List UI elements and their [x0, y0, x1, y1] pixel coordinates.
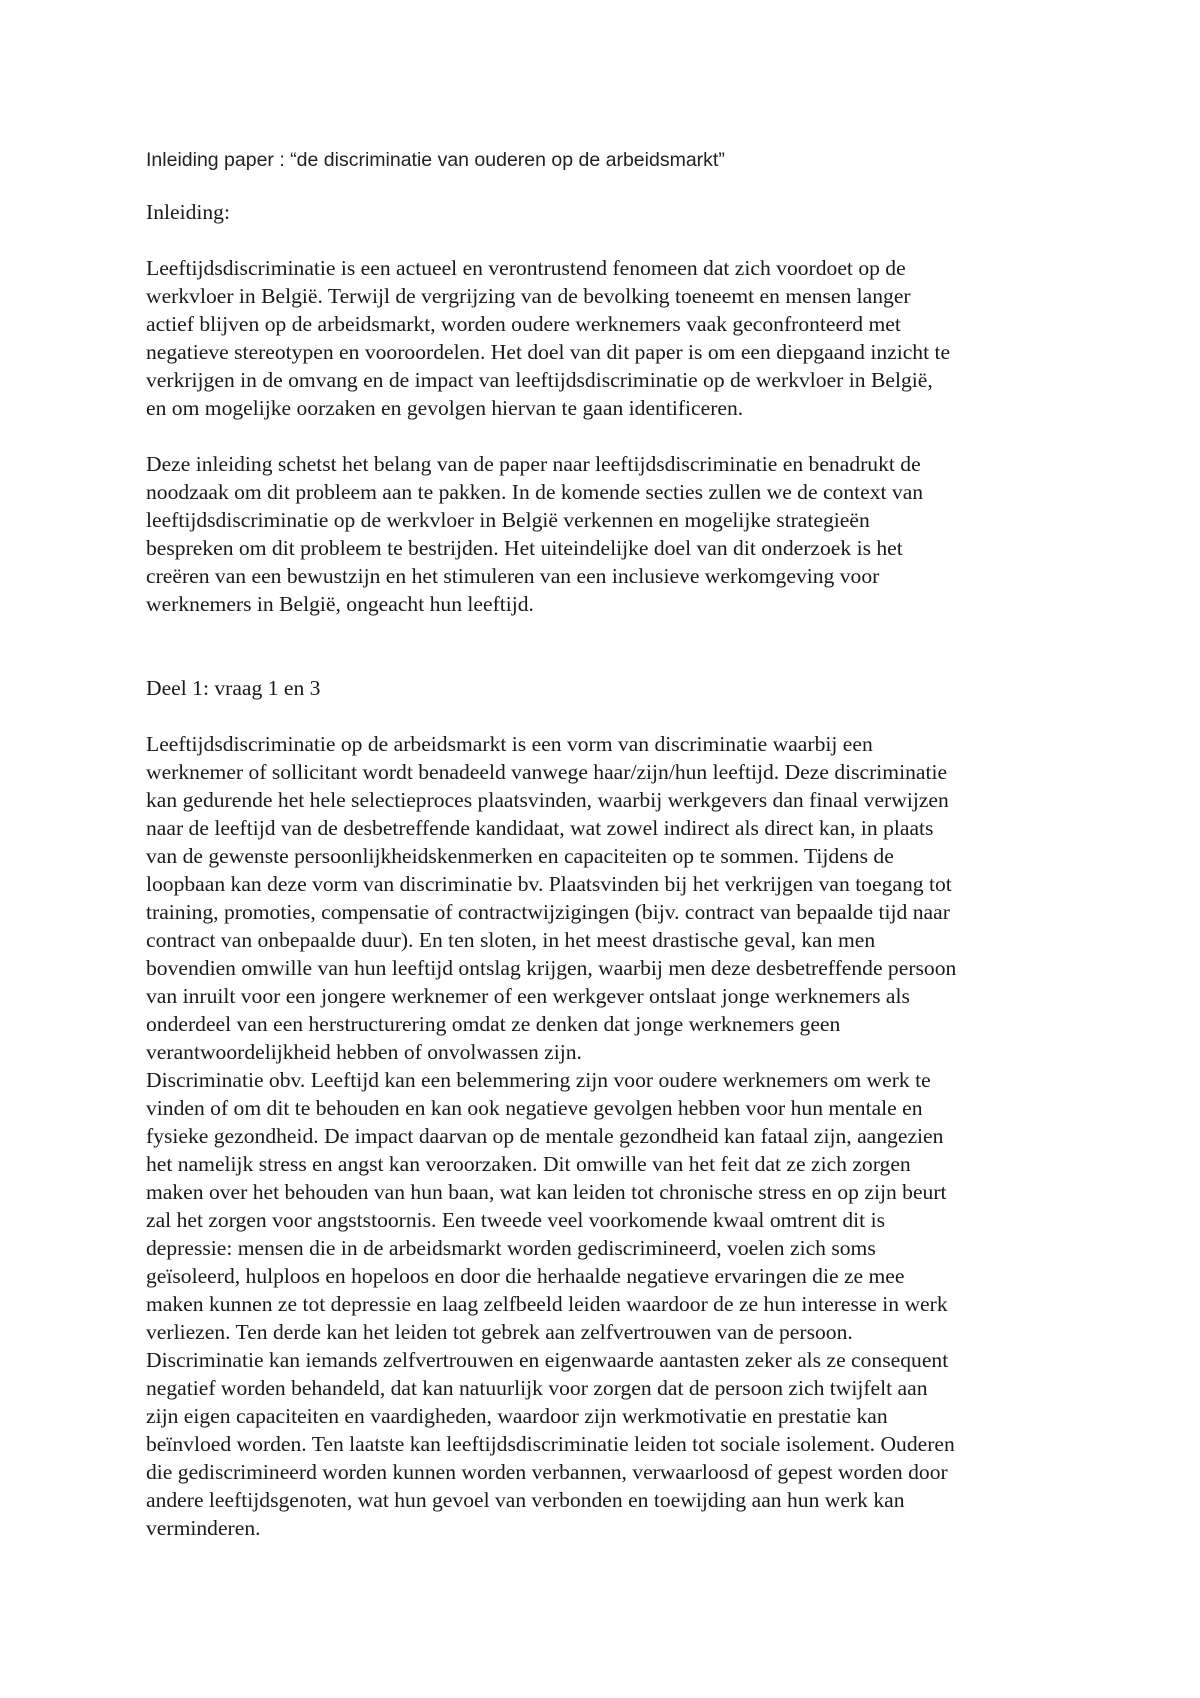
text-line: geïsoleerd, hulploos en hopeloos en door die herhaalde negatieve ervaringen die ze mee: [146, 1264, 905, 1288]
text-line: het namelijk stress en angst kan veroorzaken. Dit omwille van het feit dat ze zich zorgen: [146, 1152, 911, 1176]
text-line: verkrijgen in de omvang en de impact van leeftijdsdiscriminatie op de werkvloer in België,: [146, 368, 933, 392]
text-line: actief blijven op de arbeidsmarkt, worden oudere werknemers vaak geconfronteerd met: [146, 312, 901, 336]
text-line: Discriminatie kan iemands zelfvertrouwen en eigenwaarde aantasten zeker als ze consequent: [146, 1348, 949, 1372]
text-line: Leeftijdsdiscriminatie op de arbeidsmarkt is een vorm van discriminatie waarbij een: [146, 732, 873, 756]
intro-paragraph-1: [146, 254, 1066, 422]
text-line: fysieke gezondheid. De impact daarvan op de mentale gezondheid kan fataal zijn, aangezien: [146, 1124, 944, 1148]
text-line: werkvloer in België. Terwijl de vergrijzing van de bevolking toeneemt en mensen langer: [146, 284, 911, 308]
text-line: negatief worden behandeld, dat kan natuurlijk voor zorgen dat de persoon zich twijfelt aan: [146, 1376, 928, 1400]
text-line: Discriminatie obv. Leeftijd kan een belemmering zijn voor oudere werknemers om werk te: [146, 1068, 931, 1092]
text-line: loopbaan kan deze vorm van discriminatie bv. Plaatsvinden bij het verkrijgen van toegang tot: [146, 872, 952, 896]
text-line: verliezen. Ten derde kan het leiden tot gebrek aan zelfvertrouwen van de persoon.: [146, 1320, 853, 1344]
text-line: bespreken om dit probleem te bestrijden. Het uiteindelijke doel van dit onderzoek is het: [146, 536, 903, 560]
intro-heading: Inleiding:: [146, 200, 230, 224]
text-line: verminderen.: [146, 1516, 261, 1540]
text-line: maken over het behouden van hun baan, wat kan leiden tot chronische stress en op zijn beurt: [146, 1180, 947, 1204]
text-line: Deze inleiding schetst het belang van de paper naar leeftijdsdiscriminatie en benadrukt de: [146, 452, 921, 476]
document-body: [146, 146, 1066, 1542]
text-line: van inruilt voor een jongere werknemer of een werkgever ontslaat jonge werknemers als: [146, 984, 910, 1008]
text-line: bovendien omwille van hun leeftijd ontslag krijgen, waarbij men deze desbetreffende persoon: [146, 956, 957, 980]
text-line: vinden of om dit te behouden en kan ook negatieve gevolgen hebben voor hun mentale en: [146, 1096, 923, 1120]
text-line: maken kunnen ze tot depressie en laag zelfbeeld leiden waardoor de ze hun interesse in werk: [146, 1292, 948, 1316]
text-line: werknemer of sollicitant wordt benadeeld vanwege haar/zijn/hun leeftijd. Deze discriminatie: [146, 760, 948, 784]
text-line: creëren van een bewustzijn en het stimuleren van een inclusieve werkomgeving voor: [146, 564, 880, 588]
text-line: negatieve stereotypen en vooroordelen. Het doel van dit paper is om een diepgaand inzicht te: [146, 340, 951, 364]
text-line: noodzaak om dit probleem aan te pakken. In de komende secties zullen we de context van: [146, 480, 924, 504]
text-line: leeftijdsdiscriminatie op de werkvloer in België verkennen en mogelijke strategieën: [146, 508, 870, 532]
text-line: training, promoties, compensatie of contractwijzigingen (bijv. contract van bepaalde tijd naar: [146, 900, 950, 924]
text-line: verantwoordelijkheid hebben of onvolwassen zijn.: [146, 1040, 582, 1064]
text-line: Leeftijdsdiscriminatie is een actueel en verontrustend fenomeen dat zich voordoet op de: [146, 256, 906, 280]
intro-paragraph-2: [146, 450, 1066, 618]
text-line: zijn eigen capaciteiten en vaardigheden, waardoor zijn werkmotivatie en prestatie kan: [146, 1404, 888, 1428]
text-line: werknemers in België, ongeacht hun leeftijd.: [146, 592, 534, 616]
section-heading: Deel 1: vraag 1 en 3: [146, 676, 321, 700]
text-line: en om mogelijke oorzaken en gevolgen hiervan te gaan identificeren.: [146, 396, 744, 420]
text-line: depressie: mensen die in de arbeidsmarkt worden gediscrimineerd, voelen zich soms: [146, 1236, 876, 1260]
text-line: die gediscrimineerd worden kunnen worden verbannen, verwaarloosd of gepest worden door: [146, 1460, 948, 1484]
text-line: beïnvloed worden. Ten laatste kan leeftijdsdiscriminatie leiden tot sociale isolement. Ouderen: [146, 1432, 955, 1456]
section-paragraph: [146, 730, 1066, 1542]
text-line: andere leeftijdsgenoten, wat hun gevoel van verbonden en toewijding aan hun werk kan: [146, 1488, 905, 1512]
text-line: contract van onbepaalde duur). En ten sloten, in het meest drastische geval, kan men: [146, 928, 876, 952]
text-line: zal het zorgen voor angststoornis. Een tweede veel voorkomende kwaal omtrent dit is: [146, 1208, 885, 1232]
text-line: van de gewenste persoonlijkheidskenmerken en capaciteiten op te sommen. Tijdens de: [146, 844, 894, 868]
paper-title: Inleiding paper : “de discriminatie van ouderen op de arbeidsmarkt”: [146, 149, 725, 171]
text-line: naar de leeftijd van de desbetreffende kandidaat, wat zowel indirect als direct kan, in plaats: [146, 816, 934, 840]
text-line: kan gedurende het hele selectieproces plaatsvinden, waarbij werkgevers dan finaal verwijzen: [146, 788, 949, 812]
text-line: onderdeel van een herstructurering omdat ze denken dat jonge werknemers geen: [146, 1012, 841, 1036]
